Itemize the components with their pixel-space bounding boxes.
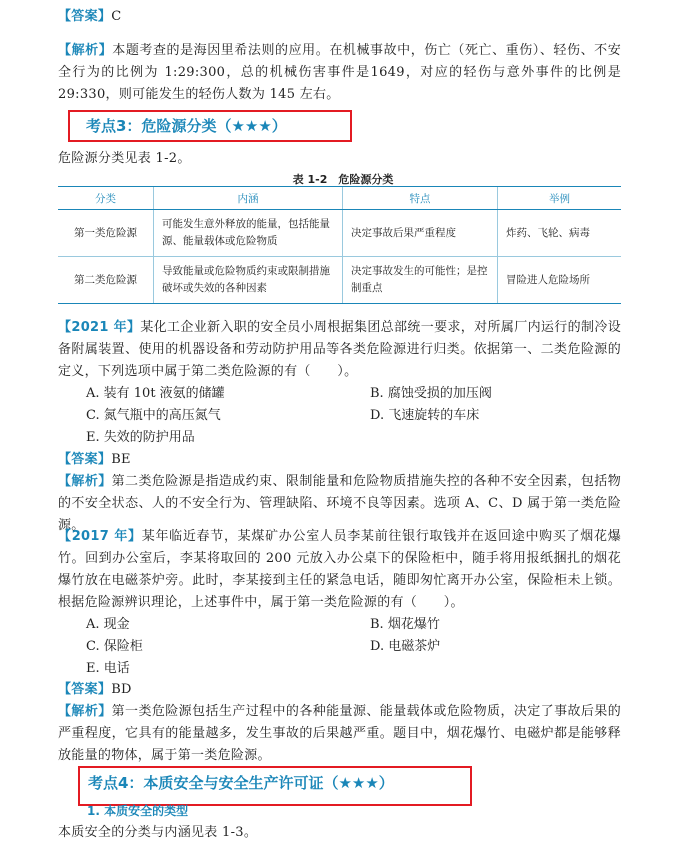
table-header: 特点	[343, 187, 498, 210]
section-title: 考点3：危险源分类（★★★）	[86, 117, 287, 135]
option-a: A. 现金	[86, 617, 130, 632]
table-header: 分类	[58, 187, 154, 210]
answer-line: 【答案】BE	[58, 452, 131, 467]
analysis-paragraph: 【解析】第一类危险源包括生产过程中的各种能量源、能量载体或危险物质，决定了事故后果的严重程度，它具有的能量越多，发生事故的后果越严重。题目中，烟花爆竹、电磁炉都是能够释放能量的物体，属于第一类危险源。	[58, 704, 622, 763]
question-2017-stem: 【2017 年】某年临近春节，某煤矿办公室人员李某前往银行取钱并在返回途中购买了烟花爆竹。回到办公室后，李某将取回的 200 元放入办公桌下的保险柜中，随手将用报纸捆扎的烟花爆竹放在电磁茶炉旁。此时，李某接到主任的紧急电话，随即匆忙离开办公室，保险柜未上锁。根据危险源辨识理论，上述事件中，属于第一类危险源的有（ ）。	[58, 529, 621, 610]
section-title: 考点4：本质安全与安全生产许可证（★★★）	[88, 774, 394, 792]
answer-line: 【答案】BD	[58, 682, 132, 697]
table-header-row	[58, 187, 621, 210]
hazard-table	[58, 186, 621, 304]
table-cell: 可能发生意外释放的能量，包括能量源、能量载体或危险物质	[154, 210, 343, 257]
table-cell: 决定事故发生的可能性；是控制重点	[343, 257, 498, 304]
table-header: 举例	[498, 187, 622, 210]
table-cell: 炸药、飞轮、病毒	[498, 210, 622, 257]
table-title: 表 1-2 危险源分类	[292, 173, 394, 186]
question-2021-stem: 【2021 年】某化工企业新入职的安全员小周根据集团总部统一要求，对所属厂内运行的制冷设备附属装置、使用的机器设备和劳动防护用品等各类危险源进行归类。依据第一、二类危险源的定义，下列选项中属于第二类危险源的有（ ）。	[58, 320, 621, 379]
option-d: D. 飞速旋转的车床	[370, 408, 480, 423]
table-cell: 第一类危险源	[58, 210, 154, 257]
option-b: B. 烟花爆竹	[370, 617, 440, 632]
table-cell: 导致能量或危险物质约束或限制措施破坏或失效的各种因素	[154, 257, 343, 304]
table-row	[58, 210, 621, 257]
analysis-paragraph: 【解析】本题考查的是海因里希法则的应用。在机械事故中，伤亡（死亡、重伤）、轻伤、不安全行为的比例为 1:29:300，总的机械伤害事件是1649，对应的轻伤与意外事件的比例是 29:330，则可能发生的轻伤人数为 145 左右。	[58, 43, 621, 102]
subsection-title: 1. 本质安全的类型	[87, 804, 189, 818]
table-cell: 第二类危险源	[58, 257, 154, 304]
option-c: C. 氮气瓶中的高压氮气	[86, 408, 221, 423]
option-d: D. 电磁茶炉	[370, 639, 441, 654]
analysis-paragraph: 【解析】第二类危险源是指造成约束、限制能量和危险物质措施失控的各种不安全因素，包括物的不安全状态、人的不安全行为、管理缺陷、环境不良等因素。选项 A、C、D 属于第一类危险源。	[58, 474, 622, 533]
option-c: C. 保险柜	[86, 639, 143, 654]
option-a: A. 装有 10t 液氨的储罐	[86, 386, 225, 401]
section-intro: 本质安全的分类与内涵见表 1-3。	[58, 825, 258, 840]
table-row	[58, 257, 621, 304]
option-e: E. 失效的防护用品	[86, 430, 195, 445]
table-cell: 决定事故后果严重程度	[343, 210, 498, 257]
answer-line: 【答案】C	[58, 9, 122, 24]
option-b: B. 腐蚀受损的加压阀	[370, 386, 492, 401]
table-cell: 冒险进人危险场所	[498, 257, 622, 304]
section-intro: 危险源分类见表 1-2。	[58, 151, 191, 166]
option-e: E. 电话	[86, 661, 130, 676]
table-header: 内涵	[154, 187, 343, 210]
